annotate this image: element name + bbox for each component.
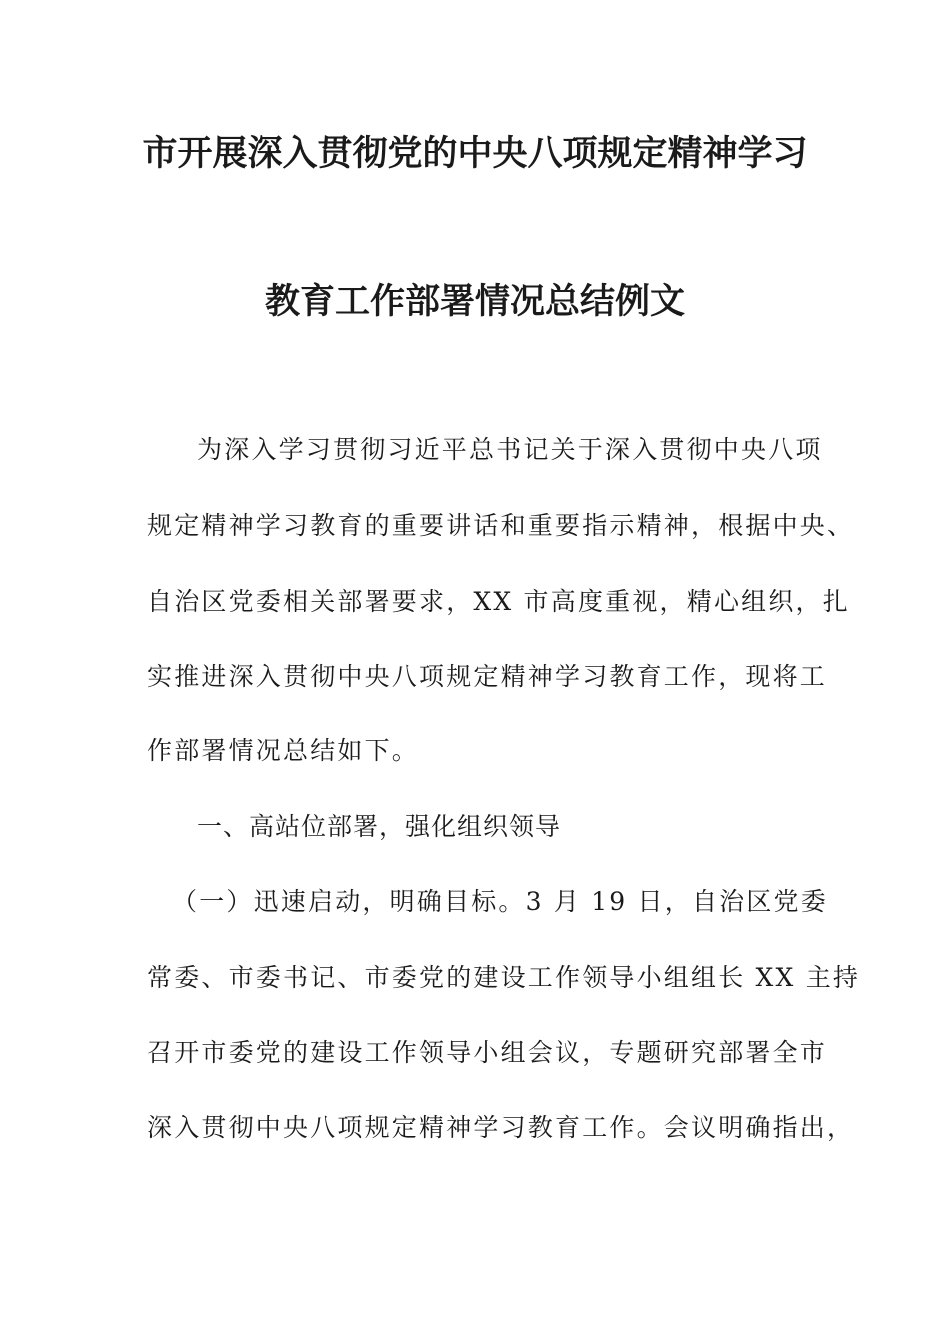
paragraph-2-line-2: 常委、市委书记、市委党的建设工作领导小组组长 XX 主持 [147,963,861,992]
paragraph-1-line-4: 实推进深入贯彻中央八项规定精神学习教育工作，现将工 [147,662,828,691]
paragraph-1-line-5: 作部署情况总结如下。 [147,736,420,765]
paragraph-1-line-2: 规定精神学习教育的重要讲话和重要指示精神，根据中央、 [147,511,855,540]
paragraph-1-line-1: 为深入学习贯彻习近平总书记关于深入贯彻中央八项 [197,435,823,464]
section-1-heading: 一、高站位部署，强化组织领导 [197,812,562,841]
document-title-line-2: 教育工作部署情况总结例文 [264,282,685,322]
paragraph-2-line-3: 召开市委党的建设工作领导小组会议，专题研究部署全市 [147,1038,828,1067]
document-title-line-1: 市开展深入贯彻党的中央八项规定精神学习 [142,134,808,174]
paragraph-1-line-3: 自治区党委相关部署要求，XX 市高度重视，精心组织，扎 [147,587,850,616]
paragraph-2-line-4: 深入贯彻中央八项规定精神学习教育工作。会议明确指出， [147,1113,855,1142]
paragraph-2-line-1: （一）迅速启动，明确目标。3 月 19 日，自治区党委 [172,887,828,916]
